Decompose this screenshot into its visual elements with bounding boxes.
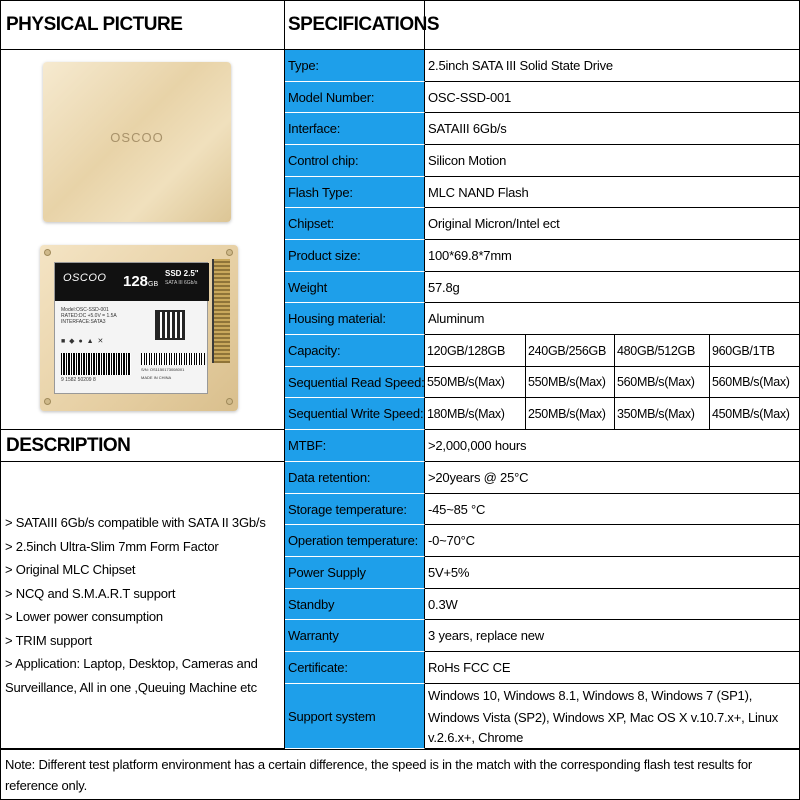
spec-row-mtbf — [285, 430, 800, 462]
drive-label — [54, 262, 208, 394]
made-in: MADE IN CHINA — [141, 375, 172, 380]
spec-label: Certificate: — [285, 652, 425, 684]
spec-label: Warranty — [285, 620, 425, 652]
spec-value: RoHs FCC CE — [425, 652, 800, 684]
spec-label: Product size: — [285, 240, 425, 272]
spec-row-power-supply — [285, 557, 800, 589]
spec-row-operation-temp — [285, 525, 800, 557]
read-speed-cell: 560MB/s(Max) — [615, 367, 710, 398]
description-line: > Lower power consumption — [5, 609, 163, 624]
description-line: Surveillance, All in one ,Queuing Machine etc — [5, 679, 257, 695]
footnote: Note: Different test platform environment has a certain difference, the speed is in the match with the corresponding flash test results for reference only. — [0, 749, 800, 800]
spec-label: Flash Type: — [285, 177, 425, 208]
label-form-factor: SSD 2.5" — [165, 269, 199, 278]
screw-icon — [44, 398, 51, 405]
spec-row-read-speed — [285, 367, 800, 398]
support-line: v.2.6.x+, Chrome — [428, 730, 524, 745]
capacity-cell: 960GB/1TB — [710, 335, 800, 367]
spec-label: Type: — [285, 50, 425, 82]
label-interface: SATA III 6Gb/s — [165, 280, 198, 286]
label-if: INTERFACE:SATA3 — [61, 319, 106, 325]
spec-value: SATAIII 6Gb/s — [425, 113, 800, 145]
description-line: > Application: Laptop, Desktop, Cameras and — [5, 656, 258, 671]
support-line: Windows Vista (SP2), Windows XP, Mac OS X v.10.7.x+, Linux — [428, 710, 779, 725]
read-speed-cell: 560MB/s(Max) — [710, 367, 800, 398]
label-capacity-unit: GB — [148, 281, 159, 288]
support-system-value — [425, 684, 800, 749]
write-speed-cell: 180MB/s(Max) — [425, 398, 526, 430]
write-speed-cell: 450MB/s(Max) — [710, 398, 800, 430]
spec-label: Chipset: — [285, 208, 425, 240]
description-body — [0, 462, 285, 749]
spec-row-interface — [285, 113, 800, 145]
drive-top-brand: OSCOO — [110, 130, 164, 145]
spec-value: >20years @ 25°C — [425, 462, 800, 494]
spec-value: 0.3W — [425, 589, 800, 620]
spec-row-support-system — [285, 684, 800, 749]
spec-label: Housing material: — [285, 303, 425, 335]
capacity-cell: 480GB/512GB — [615, 335, 710, 367]
spec-row-chipset — [285, 208, 800, 240]
description-header: DESCRIPTION — [0, 430, 285, 462]
spec-value: Silicon Motion — [425, 145, 800, 177]
spec-row-certificate — [285, 652, 800, 684]
label-specs-text — [61, 307, 117, 325]
write-speed-cell: 250MB/s(Max) — [526, 398, 615, 430]
description-line: > NCQ and S.M.A.R.T support — [5, 585, 176, 601]
barcode-number: 9 1582 50209 8 — [61, 377, 96, 383]
spec-label: Support system — [285, 684, 425, 749]
spec-value: Aluminum — [425, 303, 800, 335]
drive-label-image — [40, 245, 238, 411]
certification-icons: ■ ◆ ● ▲ ✕ — [61, 338, 105, 345]
spec-value: >2,000,000 hours — [425, 430, 800, 462]
spec-row-data-retention — [285, 462, 800, 494]
capacity-values — [425, 335, 800, 367]
spec-value: MLC NAND Flash — [425, 177, 800, 208]
spec-label: Operation temperature: — [285, 525, 425, 557]
drive-label-bar — [55, 263, 209, 301]
label-rated: RATED:DC +5.0V = 1.5A — [61, 313, 117, 319]
spec-label: Sequential Write Speed: — [285, 398, 425, 430]
description-line: > SATAIII 6Gb/s compatible with SATA II 3Gb/s — [5, 515, 266, 530]
label-model: Model:OSC-SSD-001 — [61, 307, 109, 313]
description-line: > TRIM support — [5, 632, 92, 648]
spec-value: 100*69.8*7mm — [425, 240, 800, 272]
spec-row-type — [285, 50, 800, 82]
spec-label: Sequential Read Speed: — [285, 367, 425, 398]
spec-row-standby — [285, 589, 800, 620]
spec-value: OSC-SSD-001 — [425, 82, 800, 113]
spec-label: Capacity: — [285, 335, 425, 367]
capacity-cell: 120GB/128GB — [425, 335, 526, 367]
qr-code-icon — [155, 310, 185, 340]
spec-label: MTBF: — [285, 430, 425, 462]
spec-row-write-speed — [285, 398, 800, 430]
screw-icon — [226, 398, 233, 405]
spec-row-capacity — [285, 335, 800, 367]
spec-label: Interface: — [285, 113, 425, 145]
support-line: Windows 10, Windows 8.1, Windows 8, Windows 7 (SP1), — [428, 688, 753, 703]
write-speed-values — [425, 398, 800, 430]
header-blank-cell — [425, 0, 800, 50]
spec-label: Power Supply — [285, 557, 425, 589]
spec-row-model — [285, 82, 800, 113]
label-capacity-number: 128 — [123, 273, 149, 290]
screw-icon — [44, 249, 51, 256]
read-speed-cell: 550MB/s(Max) — [425, 367, 526, 398]
spec-value: 2.5inch SATA III Solid State Drive — [425, 50, 800, 82]
barcode-icon — [61, 353, 131, 375]
spec-row-control-chip — [285, 145, 800, 177]
write-speed-cell: 350MB/s(Max) — [615, 398, 710, 430]
capacity-cell: 240GB/256GB — [526, 335, 615, 367]
read-speed-values — [425, 367, 800, 398]
read-speed-cell: 550MB/s(Max) — [526, 367, 615, 398]
spec-value: 3 years, replace new — [425, 620, 800, 652]
screw-icon — [226, 249, 233, 256]
spec-row-housing — [285, 303, 800, 335]
spec-value: 57.8g — [425, 272, 800, 303]
spec-value: 5V+5% — [425, 557, 800, 589]
barcode-icon — [141, 353, 205, 365]
spec-label: Standby — [285, 589, 425, 620]
spec-value: -0~70°C — [425, 525, 800, 557]
drive-top-image — [43, 62, 231, 222]
spec-label: Control chip: — [285, 145, 425, 177]
spec-row-weight — [285, 272, 800, 303]
serial-number: S/N: OS1150173008001 — [141, 367, 185, 372]
spec-label: Weight — [285, 272, 425, 303]
spec-value: -45~85 °C — [425, 494, 800, 525]
label-capacity — [123, 273, 158, 290]
description-line: > 2.5inch Ultra-Slim 7mm Form Factor — [5, 538, 219, 554]
spec-label: Storage temperature: — [285, 494, 425, 525]
sata-connector-icon — [212, 259, 230, 363]
description-line: > Original MLC Chipset — [5, 562, 136, 577]
spec-row-warranty — [285, 620, 800, 652]
spec-row-product-size — [285, 240, 800, 272]
physical-picture-header: PHYSICAL PICTURE — [0, 0, 285, 50]
label-brand: OSCOO — [63, 272, 107, 284]
spec-value: Original Micron/Intel ect — [425, 208, 800, 240]
spec-row-flash-type — [285, 177, 800, 208]
spec-row-storage-temp — [285, 494, 800, 525]
spec-label: Model Number: — [285, 82, 425, 113]
specifications-header: SPECIFICATIONS — [285, 0, 425, 50]
spec-label: Data retention: — [285, 462, 425, 494]
